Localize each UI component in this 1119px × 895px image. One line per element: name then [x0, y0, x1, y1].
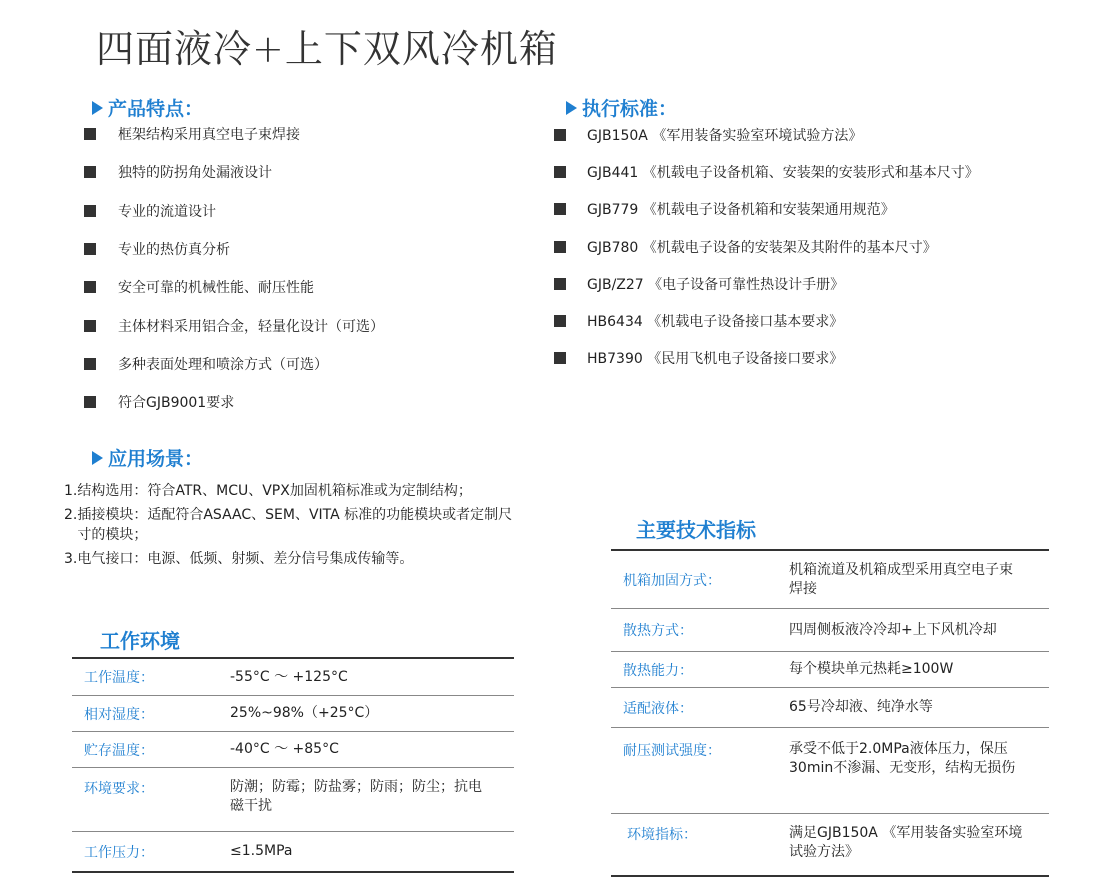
list-item-text: 电气接口：电源、低频、射频、差分信号集成传输等。 [77, 551, 414, 567]
item-number: 1. [64, 483, 78, 499]
row-value: 满足GJB150A 《军用装备实验室环境试验方法》 [789, 825, 1023, 860]
list-item [82, 192, 384, 230]
row-value: ≤1.5MPa [230, 843, 293, 859]
list-item-text: 主体材料采用铝合金，轻量化设计（可选） [118, 318, 384, 335]
square-bullet-icon [554, 166, 566, 178]
table-row [72, 831, 514, 871]
table-row [611, 687, 1049, 727]
row-value: 65号冷却液、纯净水等 [789, 699, 933, 715]
list-item [82, 115, 384, 153]
list-item [82, 306, 384, 344]
list-item [82, 345, 384, 383]
list-item-text: 结构选用：符合ATR、MCU、VPX加固机箱标准或为定制结构； [77, 483, 472, 499]
row-value: -40°C ～ +85°C [230, 741, 339, 757]
row-label: 散热能力： [623, 662, 693, 679]
row-label: 散热方式： [623, 623, 693, 639]
list-item-text: HB7390 《民用飞机电子设备接口要求》 [587, 351, 844, 368]
applications-list [64, 481, 516, 573]
list-item-text: 符合GJB9001要求 [118, 395, 235, 412]
specs-heading: 主要技术指标 [636, 518, 756, 542]
row-value: 每个模块单元热耗≥100W [789, 661, 954, 677]
table-row [611, 551, 1049, 608]
triangle-bullet-icon [92, 101, 103, 115]
square-bullet-icon [84, 281, 96, 293]
list-item-text: GJB441 《机载电子设备机箱、安装架的安装形式和基本尺寸》 [587, 164, 979, 181]
table-row [72, 695, 514, 731]
list-item-text: GJB779 《机载电子设备机箱和安装架通用规范》 [587, 202, 895, 219]
applications-heading [92, 444, 203, 471]
row-label: 机箱加固方式： [623, 572, 721, 589]
square-bullet-icon [84, 320, 96, 332]
row-value: 承受不低于2.0MPa液体压力，保压30min不渗漏、无变形，结构无损伤 [789, 741, 1016, 776]
square-bullet-icon [84, 205, 96, 217]
list-item [64, 549, 516, 569]
row-label: 环境要求： [84, 781, 154, 797]
item-number: 2. [64, 507, 78, 523]
standards-list [554, 116, 979, 377]
table-row [611, 651, 1049, 687]
list-item-text: 多种表面处理和喷涂方式（可选） [118, 356, 328, 373]
square-bullet-icon [554, 315, 566, 327]
list-item [64, 505, 516, 545]
square-bullet-icon [84, 396, 96, 408]
list-item [554, 153, 979, 190]
list-item [64, 481, 516, 501]
list-item [82, 268, 384, 306]
row-label: 工作温度： [84, 670, 154, 686]
row-value: 防潮；防霉；防盐雾；防雨；防尘；抗电磁干扰 [230, 779, 482, 814]
list-item [82, 230, 384, 268]
applications-heading-text: 应用场景： [108, 448, 204, 470]
list-item-text: 专业的热仿真分析 [118, 242, 230, 259]
list-item [554, 265, 979, 302]
row-label: 贮存温度： [84, 742, 154, 759]
list-item-text: GJB780 《机载电子设备的安装架及其附件的基本尺寸》 [587, 239, 937, 256]
square-bullet-icon [84, 128, 96, 140]
table-row [611, 608, 1049, 651]
square-bullet-icon [84, 166, 96, 178]
environment-table [72, 657, 514, 873]
list-item-text: HB6434 《机载电子设备接口基本要求》 [587, 314, 844, 331]
features-list [82, 115, 384, 421]
list-item-text: 框架结构采用真空电子束焊接 [118, 127, 300, 144]
list-item [554, 302, 979, 339]
row-value: 四周侧板液冷冷却+上下风机冷却 [789, 621, 997, 638]
row-value: 25%~98%（+25°C） [230, 705, 379, 721]
table-row [611, 727, 1049, 813]
row-label: 工作压力： [84, 844, 154, 861]
list-item-text: 专业的流道设计 [118, 203, 216, 220]
standards-heading-text: 执行标准： [582, 98, 678, 120]
list-item [554, 116, 979, 153]
page-title: 四面液冷+上下双风冷机箱 [96, 27, 558, 71]
square-bullet-icon [554, 352, 566, 364]
list-item-text: GJB/Z27 《电子设备可靠性热设计手册》 [587, 276, 845, 293]
triangle-bullet-icon [566, 101, 577, 115]
row-label: 相对湿度： [84, 706, 154, 723]
environment-heading: 工作环境 [100, 629, 180, 653]
item-number: 3. [64, 551, 78, 567]
list-item [554, 340, 979, 377]
square-bullet-icon [554, 278, 566, 290]
list-item [82, 153, 384, 191]
row-value: -55°C ～ +125°C [230, 668, 348, 685]
list-item-text: GJB150A 《军用装备实验室环境试验方法》 [587, 127, 863, 144]
square-bullet-icon [84, 243, 96, 255]
list-item [82, 383, 384, 421]
row-label: 耐压测试强度： [623, 743, 721, 759]
list-item [554, 228, 979, 265]
square-bullet-icon [554, 129, 566, 141]
list-item-text: 安全可靠的机械性能、耐压性能 [118, 280, 314, 297]
row-label: 适配液体： [623, 700, 693, 717]
row-value: 机箱流道及机箱成型采用真空电子束焊接 [789, 561, 1013, 597]
features-heading-text: 产品特点： [108, 98, 204, 120]
specs-table [611, 549, 1049, 877]
square-bullet-icon [554, 203, 566, 215]
table-row [72, 731, 514, 767]
table-row [72, 767, 514, 831]
table-row [72, 659, 514, 695]
square-bullet-icon [554, 241, 566, 253]
list-item-text: 独特的防拐角处漏液设计 [118, 165, 272, 182]
triangle-bullet-icon [92, 451, 103, 465]
list-item [554, 191, 979, 228]
list-item-text: 插接模块：适配符合ASAAC、SEM、VITA 标准的功能模块或者定制尺寸的模块； [77, 507, 513, 543]
square-bullet-icon [84, 358, 96, 370]
row-label: 环境指标： [627, 827, 697, 843]
table-row [611, 813, 1049, 875]
